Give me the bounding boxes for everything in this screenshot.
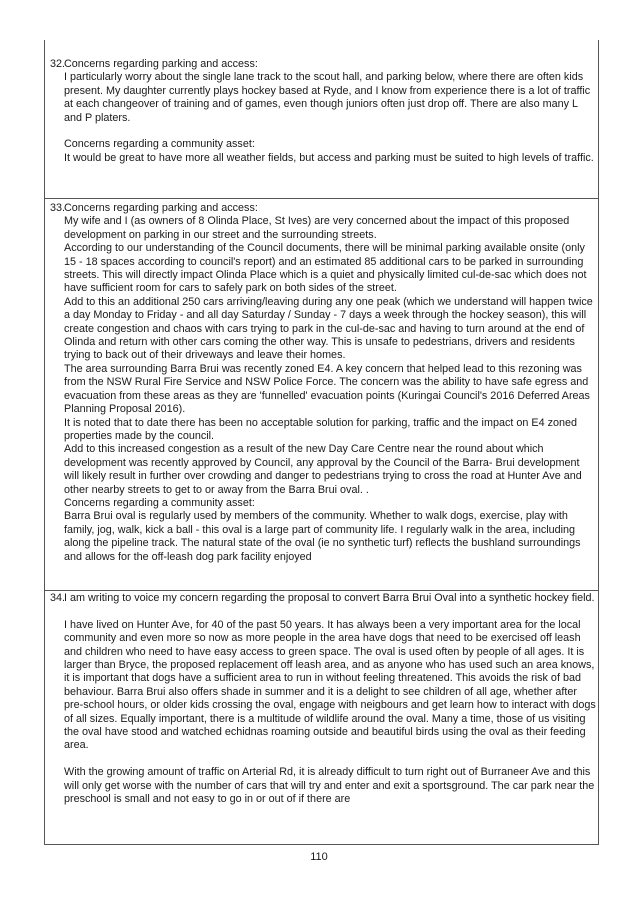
submission-number: 34. [50, 592, 66, 604]
paragraph: With the growing amount of traffic on Arterial Rd, it is already difficult to turn right out of Burraneer Ave and this will only get worse with the number of cars that will try and enter and exit a sportsground. The car park near the preschool is small and not easy to go in or out of if there are [64, 766, 595, 806]
paragraph: I particularly worry about the single lane track to the scout hall, and parking below, where there are often kids present. My daughter currently plays hockey based at Ryde, and I know from experience there is a lot of traffic at each changeover of training and of games, even though juniors often just drop off. There are also many L and P platers. [64, 71, 591, 124]
paragraph: I have lived on Hunter Ave, for 40 of the past 50 years. It has always been a very important area for the local community and even more so now as more people in the area have dogs that need to be exercised off leash and children who need to have easy access to green space. The oval is used often by people of all ages. It is larger than Bryce, the proposed replacement off leash area, and as anyone who has used such an area knows, it is important that dogs have a sufficient area to run in without feeling threatened. This avoids the risk of bad behaviour. Barra Brui also offers shade in summer and it is a delight to see children of all age, whether after pre-school hours, or older kids crossing the oval, engage with neigbours and get learn how to interact with dogs of all sizes. Equally important, there is a multitude of wildlife around the oval. Many a time, those of us visiting the oval have stood and watched echidnas roaming outside and beautiful birds using the oval as their feeding area. [64, 618, 596, 752]
submission-number: 33. [50, 202, 66, 214]
row-divider [44, 198, 599, 199]
paragraph: It would be great to have more all weather fields, but access and parking must be suited to high levels of traffic. [64, 151, 594, 164]
paragraph: Concerns regarding parking and access: [64, 202, 258, 214]
paragraph: Concerns regarding parking and access: [64, 58, 258, 70]
paragraph: It is noted that to date there has been no acceptable solution for parking, traffic and the impact on E4 zoned properties made by the council. [64, 416, 577, 442]
paragraph: According to our understanding of the Council documents, there will be minimal parking available onsite (only 15 - 18 spaces according to council's report) and an estimated 85 additional cars to be parked in surrounding streets. This will directly impact Olinda Place which is a quiet and physically limited cul-de-sac which does not have sufficient room for cars to safely park on both sides of the street. [64, 242, 587, 295]
paragraph: Add to this an additional 250 cars arriving/leaving during any one peak (which we understand will happen twice a day Monday to Friday - and all day Saturday / Sunday - 7 days a week through the hockey season), this will create congestion and chaos with cars trying to park in the cul-de-sac and having to turn around at the end of Olinda and return with other cars coming the other way. This is unsafe to pedestrians, drivers and residents trying to back out of their driveways and leave their homes. [64, 295, 593, 362]
paragraph: My wife and I (as owners of 8 Olinda Place, St Ives) are very concerned about the impact of this proposed development on parking in our street and the surrounding streets. [64, 215, 570, 241]
submission-body [64, 202, 596, 564]
submission-body [64, 58, 596, 165]
submission-number: 32. [50, 58, 66, 70]
paragraph: Concerns regarding a community asset: [64, 496, 255, 509]
submission-33 [50, 202, 596, 564]
submission-34 [50, 592, 596, 806]
submission-32 [50, 58, 596, 165]
page-number: 110 [310, 851, 328, 863]
submission-body [64, 592, 596, 806]
paragraph: Concerns regarding a community asset: [64, 138, 255, 151]
paragraph: The area surrounding Barra Brui was recently zoned E4. A key concern that helped lead to this rezoning was from the NSW Rural Fire Service and NSW Police Force. The concern was the ability to have safe egress and evacuation from these areas as they are 'funnelled' evacuation points (Kuringai Council's 2016 Deferred Areas Planning Proposal 2016). [64, 362, 590, 416]
paragraph: Add to this increased congestion as a result of the new Day Care Centre near the round about which development was recently approved by Council, any approval by the Council of the Barra- Brui development will likely result in further over crowding and danger to pedestrians trying to cross the road at Hunter Ave and other nearby streets to get to or away from the Barra Brui oval. . [64, 443, 582, 496]
row-divider [44, 590, 599, 591]
paragraph: Barra Brui oval is regularly used by members of the community. Whether to walk dogs, exercise, play with family, jog, walk, kick a ball - this oval is a large part of community life. I regularly walk in the area, including along the pipeline track. The natural state of the oval (ie no synthetic turf) reflects the bushland surroundings and allows for the off-leash dog park facility enjoyed [64, 510, 581, 563]
paragraph: I am writing to voice my concern regarding the proposal to convert Barra Brui Oval into a synthetic hockey field. [64, 592, 595, 604]
